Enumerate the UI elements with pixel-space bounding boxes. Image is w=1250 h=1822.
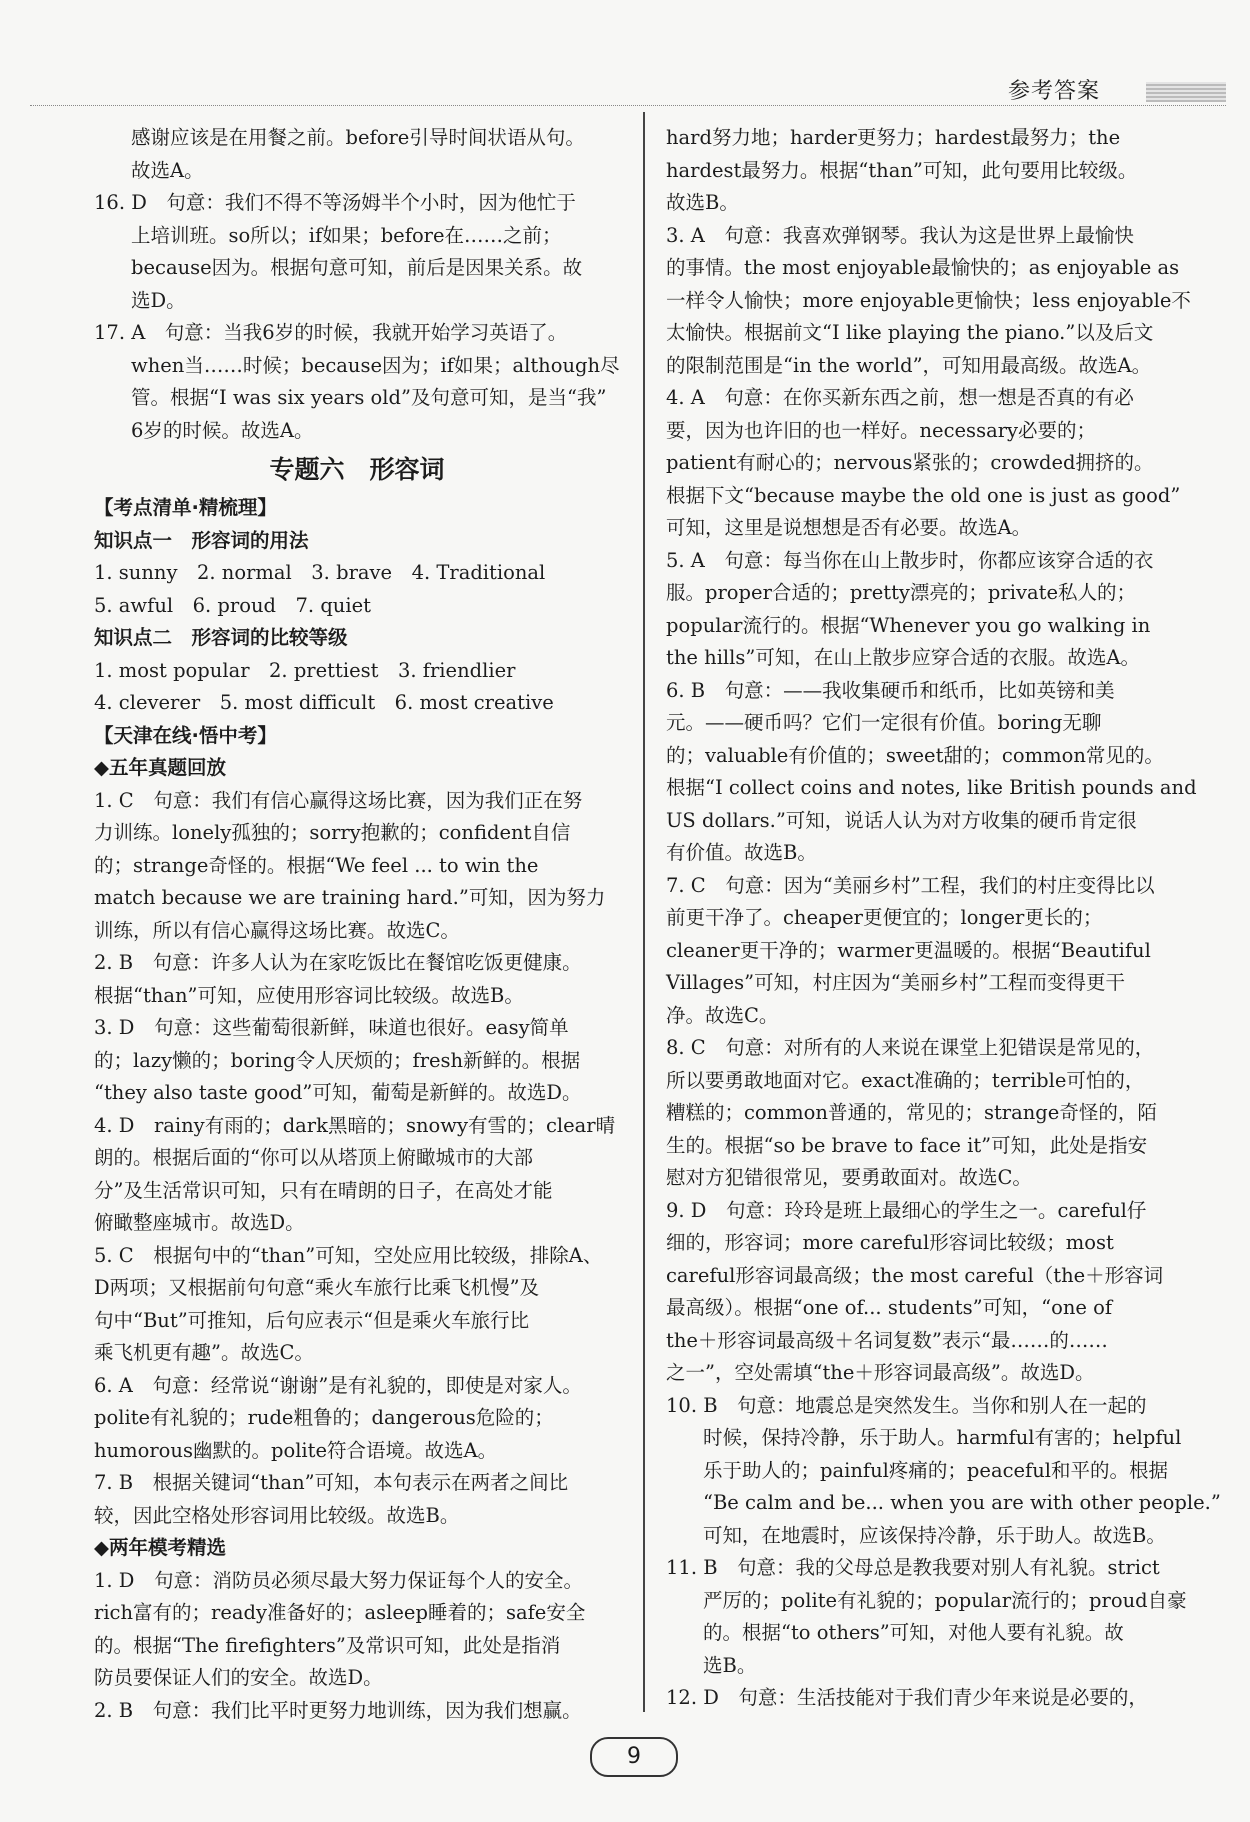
text-line: 1. sunny 2. normal 3. brave 4. Traditional	[94, 561, 546, 584]
text-line: 服。proper合适的；pretty漂亮的；private私人的；	[666, 581, 1136, 604]
text-line: 一样令人愉快；more enjoyable更愉快；less enjoyable不	[666, 288, 1191, 312]
text-line: 的；valuable有价值的；sweet甜的；common常见的。	[666, 743, 1164, 767]
text-line: 11. B 句意：我的父母总是教我要对别人有礼貌。strict	[666, 1556, 1160, 1579]
text-line: 根据“than”可知，应使用形容词比较级。故选B。	[94, 983, 524, 1007]
text-line: 12. D 句意：生活技能对于我们青少年来说是必要的，	[666, 1686, 1148, 1709]
text-line: 根据下文“because maybe the old one is just as good”	[666, 483, 1181, 507]
text-line: rich富有的；ready准备好的；asleep睡着的；safe安全	[94, 1601, 586, 1624]
text-line: 2. B 句意：许多人认为在家吃饭比在餐馆吃饭更健康。	[94, 951, 582, 974]
text-line: 知识点二 形容词的比较等级	[94, 626, 348, 649]
text-line: 2. B 句意：我们比平时更努力地训练，因为我们想赢。	[94, 1698, 582, 1722]
text-line: 之一”，空处需填“the＋形容词最高级”。故选D。	[666, 1361, 1095, 1384]
text-line: ◆两年模考精选	[94, 1536, 226, 1559]
text-line: 4. D rainy有雨的；dark黑暗的；snowy有雪的；clear晴	[94, 1113, 616, 1137]
header-decoration-bar	[1146, 82, 1226, 102]
text-line: 1. C 句意：我们有信心赢得这场比赛，因为我们正在努	[94, 788, 583, 812]
text-line: 的；lazy懒的；boring令人厌烦的；fresh新鲜的。根据	[94, 1048, 581, 1072]
text-line: 俯瞰整座城市。故选D。	[94, 1211, 305, 1234]
text-line: 朗的。根据后面的“你可以从塔顶上俯瞰城市的大部	[94, 1146, 533, 1169]
text-line: 乐于助人的；painful疼痛的；peaceful和平的。根据	[703, 1458, 1169, 1482]
text-line: 感谢应该是在用餐之前。before引导时间状语从句。	[131, 126, 585, 149]
text-line: “Be calm and be... when you are with other people.”	[703, 1491, 1221, 1514]
text-line: when当……时候；because因为；if如果；although尽	[131, 353, 620, 377]
text-line: 乘飞机更有趣”。故选C。	[94, 1341, 314, 1364]
left-column-body	[94, 492, 620, 1727]
header-divider	[30, 105, 1226, 106]
text-line: humorous幽默的。polite符合语境。故选A。	[94, 1438, 498, 1462]
text-line: hard努力地；harder更努力；hardest最努力；the	[666, 126, 1121, 149]
text-line: 太愉快。根据前文“I like playing the piano.”以及后文	[666, 321, 1154, 344]
text-line: 的限制范围是“in the world”，可知用最高级。故选A。	[666, 353, 1152, 377]
text-line: 根据“I collect coins and notes, like British pounds and	[666, 776, 1197, 799]
text-line: 选B。	[703, 1653, 757, 1677]
text-line: careful形容词最高级；the most careful（the＋形容词	[666, 1263, 1164, 1287]
text-line: 故选B。	[666, 191, 739, 214]
text-line: 糟糕的；common普通的，常见的；strange奇怪的，陌	[666, 1101, 1157, 1124]
page-header-title: 参考答案	[1007, 79, 1100, 104]
text-line: “they also taste good”可知，葡萄是新鲜的。故选D。	[94, 1081, 582, 1104]
text-line: 1. D 句意：消防员必须尽最大努力保证每个人的安全。	[94, 1568, 583, 1592]
text-line: 前更干净了。cheaper更便宜的；longer更长的；	[666, 906, 1103, 929]
text-line: 严厉的；polite有礼貌的；popular流行的；proud自豪	[703, 1588, 1187, 1612]
text-line: 净。故选C。	[666, 1003, 779, 1027]
text-line: ◆五年真题回放	[94, 756, 226, 779]
text-line: 1. most popular 2. prettiest 3. friendlier	[94, 658, 516, 682]
text-line: the hills”可知，在山上散步应穿合适的衣服。故选A。	[666, 646, 1140, 669]
text-line: 6岁的时候。故选A。	[131, 418, 314, 442]
text-line: 的。根据“to others”可知，对他人要有礼貌。故	[703, 1621, 1124, 1644]
text-line: hardest最努力。根据“than”可知，此句要用比较级。	[666, 158, 1138, 182]
text-line: 生的。根据“so be brave to face it”可知，此处是指安	[666, 1133, 1148, 1157]
text-line: 4. cleverer 5. most difficult 6. most creative	[94, 691, 554, 714]
text-line: 6. B 句意：——我收集硬币和纸币，比如英镑和美	[666, 678, 1115, 702]
text-line: popular流行的。根据“Whenever you go walking in	[666, 613, 1151, 637]
text-line: 可知，这里是说想想是否有必要。故选A。	[666, 516, 1032, 539]
column-divider	[643, 112, 645, 1712]
text-line: 选D。	[131, 288, 186, 312]
text-line: 分”及生活常识可知，只有在晴朗的日子，在高处才能	[94, 1178, 553, 1202]
text-line: 3. D 句意：这些葡萄很新鲜，味道也很好。easy简单	[94, 1016, 569, 1039]
text-line: 5. awful 6. proud 7. quiet	[94, 593, 371, 617]
text-line: 有价值。故选B。	[666, 841, 817, 864]
text-line: 要，因为也许旧的也一样好。necessary必要的；	[666, 418, 1097, 442]
text-line: 句中“But”可推知，后句应表示“但是乘火车旅行比	[94, 1308, 530, 1332]
text-line: 时候，保持冷静，乐于助人。harmful有害的；helpful	[703, 1426, 1182, 1449]
text-line: match because we are training hard.”可知，因为努力	[94, 886, 606, 909]
text-line: 上培训班。so所以；if如果；before在……之前；	[131, 223, 562, 247]
text-line: 17. A 句意：当我6岁的时候，我就开始学习英语了。	[94, 321, 568, 344]
right-column	[666, 122, 1221, 1715]
text-line: 知识点一 形容词的用法	[94, 528, 309, 552]
text-line: 所以要勇敢地面对它。exact准确的；terrible可怕的，	[666, 1068, 1145, 1092]
text-line: 细的，形容词；more careful形容词比较级；most	[666, 1231, 1114, 1254]
text-line: 慰对方犯错很常见，要勇敢面对。故选C。	[666, 1166, 1032, 1189]
section-title: 专题六 形容词	[269, 455, 445, 484]
text-line: US dollars.”可知，说话人认为对方收集的硬币肯定很	[666, 808, 1137, 832]
text-line: patient有耐心的；nervous紧张的；crowded拥挤的。	[666, 451, 1154, 474]
text-line: the＋形容词最高级＋名词复数”表示“最……的……	[666, 1328, 1108, 1352]
text-line: 力训练。lonely孤独的；sorry抱歉的；confident自信	[94, 821, 571, 844]
text-line: because因为。根据句意可知，前后是因果关系。故	[131, 256, 583, 279]
text-line: 16. D 句意：我们不得不等汤姆半个小时，因为他忙于	[94, 191, 576, 214]
text-line: 9. D 句意：玲玲是班上最细心的学生之一。careful仔	[666, 1198, 1147, 1222]
text-line: 防员要保证人们的安全。故选D。	[94, 1666, 383, 1689]
page-number: 9	[590, 1737, 678, 1777]
text-line: 3. A 句意：我喜欢弹钢琴。我认为这是世界上最愉快	[666, 223, 1134, 247]
text-line: 的；strange奇怪的。根据“We feel ... to win the	[94, 853, 539, 877]
text-line: 训练，所以有信心赢得这场比赛。故选C。	[94, 918, 460, 942]
text-line: 元。——硬币吗？它们一定很有价值。boring无聊	[666, 711, 1102, 734]
text-line: 【天津在线·悟中考】	[94, 723, 277, 747]
text-line: 4. A 句意：在你买新东西之前，想一想是否真的有必	[666, 386, 1134, 409]
text-line: 可知，在地震时，应该保持冷静，乐于助人。故选B。	[703, 1523, 1166, 1547]
text-line: polite有礼貌的；rude粗鲁的；dangerous危险的；	[94, 1406, 554, 1429]
text-line: 的。根据“The firefighters”及常识可知，此处是指消	[94, 1633, 561, 1657]
text-line: 管。根据“I was six years old”及句意可知，是当“我”	[131, 386, 607, 409]
text-line: 5. A 句意：每当你在山上散步时，你都应该穿合适的衣	[666, 548, 1154, 572]
text-line: 7. C 句意：因为“美丽乡村”工程，我们的村庄变得比以	[666, 873, 1155, 897]
left-column	[94, 122, 620, 1727]
text-line: 故选A。	[131, 158, 204, 182]
right-column-body	[666, 122, 1221, 1715]
text-line: cleaner更干净的；warmer更温暖的。根据“Beautiful	[666, 938, 1151, 962]
text-line: 【考点清单·精梳理】	[94, 496, 277, 519]
text-line: 8. C 句意：对所有的人来说在课堂上犯错误是常见的，	[666, 1036, 1155, 1059]
text-line: Villages”可知，村庄因为“美丽乡村”工程而变得更干	[666, 971, 1126, 994]
text-line: 7. B 根据关键词“than”可知，本句表示在两者之间比	[94, 1471, 569, 1494]
text-line: 5. C 根据句中的“than”可知，空处应用比较级，排除A、	[94, 1243, 603, 1267]
text-line: 较，因此空格处形容词用比较级。故选B。	[94, 1503, 460, 1527]
text-line: 6. A 句意：经常说“谢谢”是有礼貌的，即使是对家人。	[94, 1373, 582, 1397]
text-line: 的事情。the most enjoyable最愉快的；as enjoyable as	[666, 256, 1180, 279]
text-line: 最高级）。根据“one of... students”可知，“one of	[666, 1296, 1113, 1319]
text-line: 10. B 句意：地震总是突然发生。当你和别人在一起的	[666, 1393, 1147, 1417]
text-line: D两项；又根据前句句意“乘火车旅行比乘飞机慢”及	[94, 1276, 540, 1299]
left-column-intro	[94, 122, 620, 447]
